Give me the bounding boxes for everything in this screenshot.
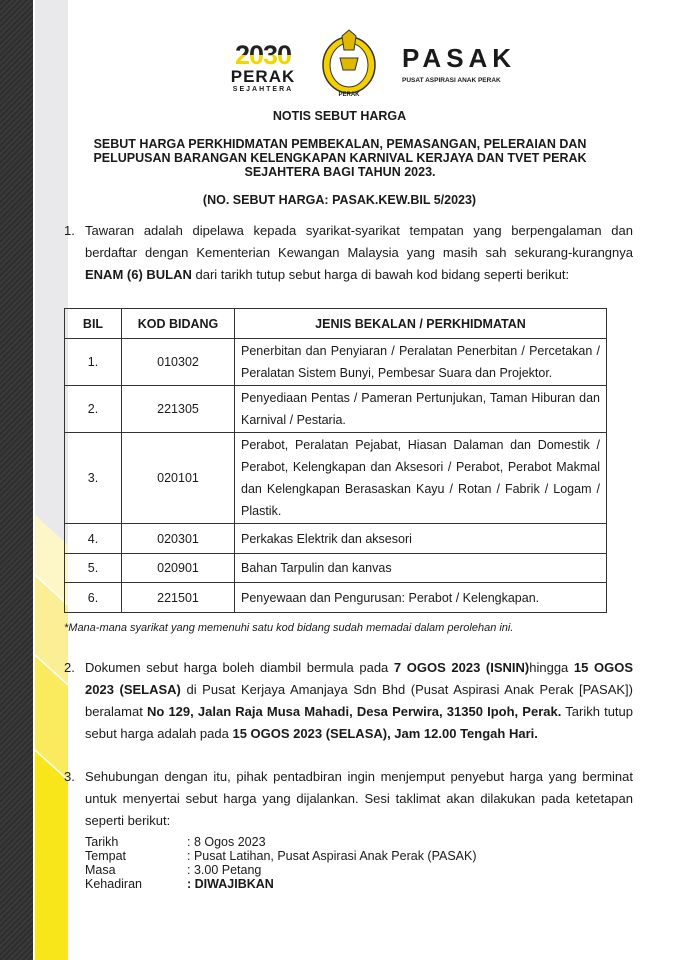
column-header: KOD BIDANG — [122, 309, 235, 339]
subject-line: SEBUT HARGA PERKHIDMATAN PEMBEKALAN, PEMASANGAN, PELERAIAN DAN — [93, 137, 587, 151]
detail-label: Tempat — [85, 849, 126, 863]
detail-row — [85, 877, 477, 891]
reference-number: (NO. SEBUT HARGA: PASAK.KEW.BIL 5/2023) — [202, 193, 477, 207]
bold-text: 15 OGOS 2023 (SELASA) — [85, 660, 634, 697]
bold-text: No 129, Jalan Raja Musa Mahadi, Desa Perwira, 31350 Ipoh, Perak. — [146, 704, 562, 719]
detail-label: Tarikh — [85, 835, 119, 849]
text: Tarikh tutup sebut harga adalah pada — [85, 704, 634, 741]
subject-line: SEJAHTERA BAGI TAHUN 2023. — [244, 165, 436, 179]
column-header: BIL — [65, 309, 122, 339]
bold-text: 15 OGOS 2023 (SELASA), Jam 12.00 Tengah Hari. — [232, 726, 538, 741]
text: di Pusat Kerjaya Amanjaya Sdn Bhd (Pusat Aspirasi Anak Perak [PASAK]) beralamat — [85, 682, 633, 719]
table-row — [65, 554, 607, 583]
pasak-logo: PASAK PUSAT ASPIRASI ANAK PERAK — [402, 43, 517, 84]
cell-bil: 6. — [65, 583, 122, 613]
paragraph-2 — [85, 657, 633, 745]
table-row — [65, 433, 607, 524]
cell-bil: 5. — [65, 554, 122, 583]
detail-row — [85, 835, 477, 849]
left-border-strip — [0, 0, 33, 960]
cell-jenis: Penyewaan dan Pengurusan: Perabot / Kelengkapan. — [235, 583, 607, 613]
cell-kod: 020901 — [122, 554, 235, 583]
cell-kod: 010302 — [122, 339, 235, 386]
subject-heading — [70, 137, 610, 179]
detail-value: : 3.00 Petang — [187, 863, 262, 877]
header-logos — [218, 28, 518, 102]
table-row — [65, 524, 607, 554]
cell-kod: 020101 — [122, 433, 235, 524]
cell-bil: 3. — [65, 433, 122, 524]
detail-row — [85, 863, 477, 877]
paragraph-number: 2. — [64, 660, 75, 675]
text: hingga — [529, 660, 574, 675]
paragraph-3: Sehubungan dengan itu, pihak pentadbiran ingin menjemput penyebut harga yang berminat untuk menyertai sebut harga yang dijalankan. Sesi taklimat akan dilakukan pada ketetapan seperti berikut: — [85, 769, 633, 828]
text: Tawaran adalah dipelawa kepada syarikat-syarikat tempatan yang berpengalaman dan berdaftar dengan Kementerian Kewangan Malaysia yang masih sah sekurang-kurangnya — [85, 223, 633, 260]
table-row — [65, 339, 607, 386]
cell-jenis: Penyediaan Pentas / Pameran Pertunjukan, Taman Hiburan dan Karnival / Pestaria. — [235, 386, 607, 433]
detail-value: : 8 Ogos 2023 — [187, 835, 266, 849]
briefing-details — [85, 835, 477, 891]
cell-bil: 1. — [65, 339, 122, 386]
detail-row — [85, 849, 477, 863]
paragraph-number: 3. — [64, 769, 75, 784]
notice-title: NOTIS SEBUT HARGA — [272, 109, 407, 123]
cell-bil: 4. — [65, 524, 122, 554]
bold-text: 7 OGOS 2023 (ISNIN) — [393, 660, 530, 675]
detail-value: : DIWAJIBKAN — [187, 877, 274, 891]
perak-2030-logo: 2030 PERAK SEJAHTERA — [222, 42, 304, 94]
detail-value: : Pusat Latihan, Pusat Aspirasi Anak Perak (PASAK) — [187, 849, 477, 863]
cell-jenis: Penerbitan dan Penyiaran / Peralatan Penerbitan / Percetakan / Peralatan Sistem Bunyi, Pembesar Suara dan Projektor. — [235, 339, 607, 386]
detail-label: Kehadiran — [85, 877, 142, 891]
cell-jenis: Perabot, Peralatan Pejabat, Hiasan Dalaman dan Domestik / Perabot, Kelengkapan dan Aksesori / Perabot, Perabot Makmal dan Kelengkapan Berasaskan Kayu / Rotan / Fabrik / Logam / Plastik. — [235, 433, 607, 524]
table-header-row — [65, 309, 607, 339]
table-row — [65, 583, 607, 613]
cell-bil: 2. — [65, 386, 122, 433]
cell-kod: 221305 — [122, 386, 235, 433]
paragraph-number: 1. — [64, 223, 75, 238]
text: dari tarikh tutup sebut harga di bawah kod bidang seperti berikut: — [191, 267, 570, 282]
cell-kod: 221501 — [122, 583, 235, 613]
subject-line: PELUPUSAN BARANGAN KELENGKAPAN KARNIVAL KERJAYA DAN TVET PERAK — [93, 151, 587, 165]
column-header: JENIS BEKALAN / PERKHIDMATAN — [235, 309, 607, 339]
cell-kod: 020301 — [122, 524, 235, 554]
kod-bidang-table — [64, 308, 607, 613]
text: Dokumen sebut harga boleh diambil bermula pada — [85, 660, 394, 675]
cell-jenis: Bahan Tarpulin dan kanvas — [235, 554, 607, 583]
detail-label: Masa — [85, 863, 116, 877]
paragraph-1 — [85, 220, 633, 286]
bold-text: ENAM (6) BULAN — [85, 267, 192, 282]
perak-state-crest: PERAK — [320, 28, 378, 102]
table-row — [65, 386, 607, 433]
cell-jenis: Perkakas Elektrik dan aksesori — [235, 524, 607, 554]
footnote: *Mana-mana syarikat yang memenuhi satu kod bidang sudah memadai dalam perolehan ini. — [64, 622, 514, 634]
